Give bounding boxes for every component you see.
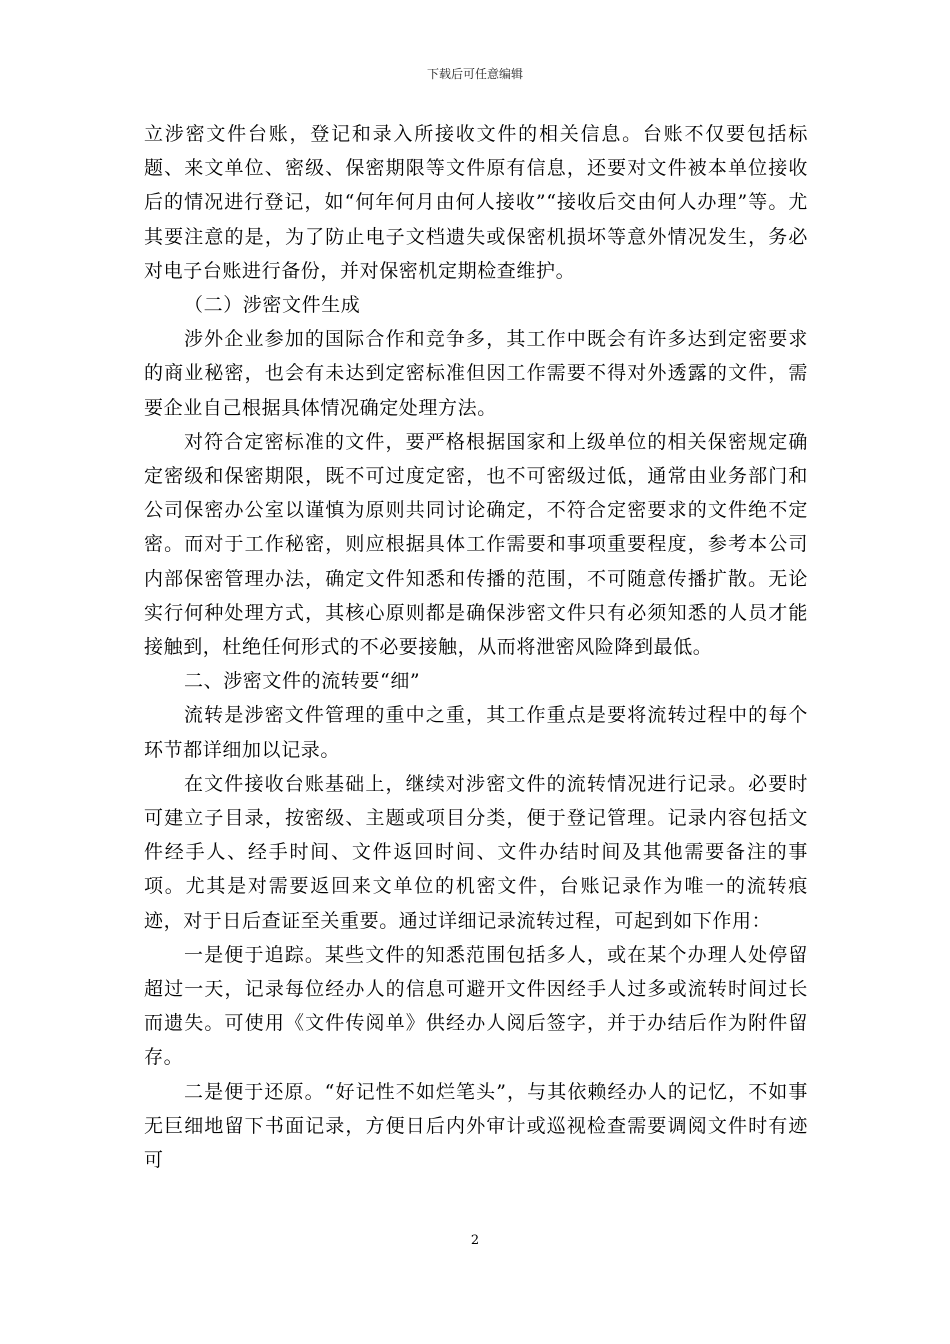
paragraph: 对符合定密标准的文件，要严格根据国家和上级单位的相关保密规定确定密级和保密期限，既不可过度定密，也不可密级过低，通常由业务部门和公司保密办公室以谨慎为原则共同讨论确定，不符合定密要求的文件绝不定密。而对于工作秘密，则应根据具体工作需要和事项重要程度，参考本公司内部保密管理办法，确定文件知悉和传播的范围，不可随意传播扩散。无论实行何种处理方式，其核心原则都是确保涉密文件只有必须知悉的人员才能接触到，杜绝任何形式的不必要接触，从而将泄密风险降到最低。 (144, 430, 808, 659)
paragraph: 一是便于追踪。某些文件的知悉范围包括多人，或在某个办理人处停留超过一天，记录每位经办人的信息可避开文件因经手人过多或流转时间过长而遗失。可使用《文件传阅单》供经办人阅后签字，并于办结后作为附件留存。 (144, 943, 808, 1069)
document-body (144, 117, 808, 1177)
section-heading: 二、涉密文件的流转要“细” (184, 670, 421, 693)
page-header: 下载后可任意编辑 (426, 67, 523, 81)
section-heading: （二）涉密文件生成 (184, 294, 361, 317)
paragraph: 流转是涉密文件管理的重中之重，其工作重点是要将流转过程中的每个环节都详细加以记录。 (144, 704, 808, 761)
paragraph-continuation: 立涉密文件台账，登记和录入所接收文件的相关信息。台账不仅要包括标题、来文单位、密级、保密期限等文件原有信息，还要对文件被本单位接收后的情况进行登记，如“何年何月由何人接收”“接收后交由何人办理”等。尤其要注意的是，为了防止电子文档遗失或保密机损坏等意外情况发生，务必对电子台账进行备份，并对保密机定期检查维护。 (144, 123, 808, 282)
paragraph: 涉外企业参加的国际合作和竞争多，其工作中既会有许多达到定密要求的商业秘密，也会有未达到定密标准但因工作需要不得对外透露的文件，需要企业自己根据具体情况确定处理方法。 (144, 328, 808, 419)
paragraph: 在文件接收台账基础上，继续对涉密文件的流转情况进行记录。必要时可建立子目录，按密级、主题或项目分类，便于登记管理。记录内容包括文件经手人、经手时间、文件返回时间、文件办结时间及其他需要备注的事项。尤其是对需要返回来文单位的机密文件，台账记录作为唯一的流转痕迹，对于日后查证至关重要。通过详细记录流转过程，可起到如下作用： (144, 772, 808, 932)
page-number: 2 (470, 1233, 480, 1248)
paragraph: 二是便于还原。“好记性不如烂笔头”，与其依赖经办人的记忆，不如事无巨细地留下书面记录，方便日后内外审计或巡视检查需要调阅文件时有迹可 (144, 1080, 808, 1172)
